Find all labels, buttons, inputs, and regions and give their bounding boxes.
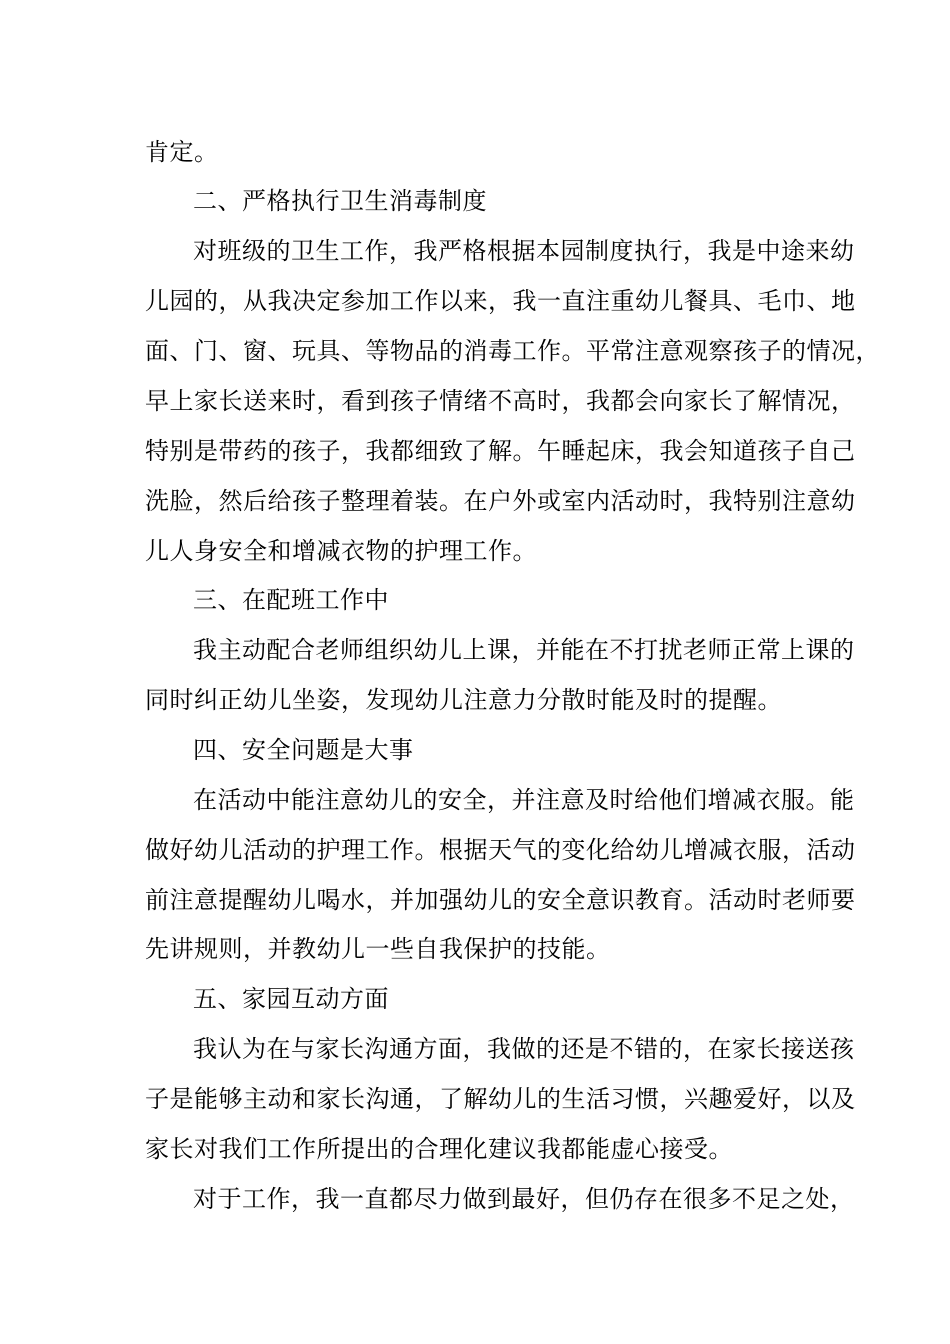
paragraph-line: 同时纠正幼儿坐姿，发现幼儿注意力分散时能及时的提醒。 (145, 686, 782, 714)
paragraph-line: 洗脸，然后给孩子整理着装。在户外或室内活动时，我特别注意幼 (145, 487, 856, 515)
paragraph-line: 对于工作，我一直都尽力做到最好，但仍存在很多不足之处， (193, 1185, 855, 1213)
section-heading: 二、严格执行卫生消毒制度 (193, 187, 487, 215)
paragraph-line: 面、门、窗、玩具、等物品的消毒工作。平常注意观察孩子的情况， (145, 337, 880, 365)
paragraph-line: 我主动配合老师组织幼儿上课，并能在不打扰老师正常上课的 (193, 636, 855, 664)
paragraph-line: 前注意提醒幼儿喝水，并加强幼儿的安全意识教育。活动时老师要 (145, 886, 856, 914)
section-heading: 五、家园互动方面 (193, 985, 389, 1013)
paragraph-line: 早上家长送来时，看到孩子情绪不高时，我都会向家长了解情况， (145, 387, 856, 415)
paragraph-line: 我认为在与家长沟通方面，我做的还是不错的，在家长接送孩 (193, 1035, 855, 1063)
paragraph-line: 在活动中能注意幼儿的安全，并注意及时给他们增减衣服。能 (193, 786, 855, 814)
paragraph-line: 做好幼儿活动的护理工作。根据天气的变化给幼儿增减衣服，活动 (145, 836, 856, 864)
paragraph-line: 子是能够主动和家长沟通，了解幼儿的生活习惯，兴趣爱好，以及 (145, 1085, 856, 1113)
paragraph-line: 特别是带药的孩子，我都细致了解。午睡起床，我会知道孩子自己 (145, 437, 856, 465)
section-heading: 四、安全问题是大事 (193, 736, 414, 764)
paragraph-line: 家长对我们工作所提出的合理化建议我都能虚心接受。 (145, 1135, 733, 1163)
paragraph-line: 儿人身安全和增减衣物的护理工作。 (145, 537, 537, 565)
paragraph-line: 先讲规则，并教幼儿一些自我保护的技能。 (145, 935, 611, 963)
paragraph-line: 对班级的卫生工作，我严格根据本园制度执行，我是中途来幼 (193, 237, 855, 265)
paragraph-line: 儿园的，从我决定参加工作以来，我一直注重幼儿餐具、毛巾、地 (145, 287, 856, 315)
paragraph-line: 肯定。 (145, 138, 219, 166)
section-heading: 三、在配班工作中 (193, 586, 389, 614)
